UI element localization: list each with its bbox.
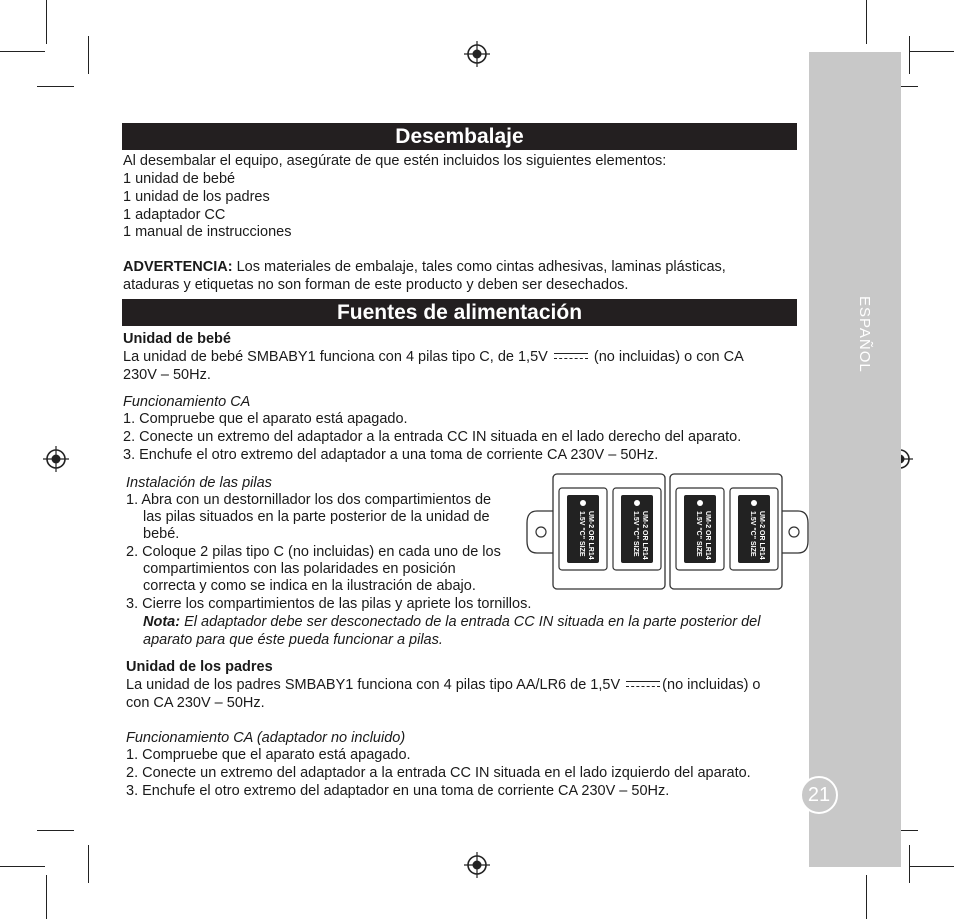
- section-title-power: Fuentes de alimentación: [122, 299, 797, 326]
- crop-mark: [88, 845, 89, 883]
- baby-unit-text-a: La unidad de bebé SMBABY1 funciona con 4 pilas tipo C, de 1,5V: [123, 349, 548, 365]
- parent-ac-heading: Funcionamiento CA (adaptador no incluido): [126, 730, 406, 746]
- crop-mark: [866, 0, 867, 44]
- battery-heading: Instalación de las pilas: [126, 475, 272, 491]
- crop-mark: [37, 86, 74, 87]
- list-item: 3. Enchufe el otro extremo del adaptador a una toma de corriente CA 230V – 50Hz.: [123, 447, 659, 463]
- parent-unit-text-a: La unidad de los padres SMBABY1 funciona con 4 pilas tipo AA/LR6 de 1,5V: [126, 677, 621, 693]
- baby-unit-text-2: 230V – 50Hz.: [123, 367, 211, 383]
- crop-mark: [866, 875, 867, 919]
- list-item: compartimientos con las polaridades en posición: [143, 561, 456, 577]
- baby-ac-heading: Funcionamiento CA: [123, 394, 251, 410]
- list-item: 1 unidad de bebé: [123, 171, 236, 187]
- language-label: ESPAÑOL: [856, 296, 873, 373]
- crop-mark: [37, 830, 74, 831]
- crop-mark: [909, 36, 910, 74]
- crop-mark: [909, 845, 910, 883]
- battery-compartment-illustration: [525, 471, 810, 592]
- crop-mark: [910, 51, 954, 52]
- battery-label: 1.5V "C" SIZE: [695, 511, 702, 557]
- battery-label: 1.5V "C" SIZE: [632, 511, 639, 557]
- list-item: 1 manual de instrucciones: [123, 224, 292, 240]
- language-sidebar: [809, 52, 901, 867]
- list-item: bebé.: [143, 526, 180, 542]
- list-item: 2. Conecte un extremo del adaptador a la entrada CC IN situada en el lado izquierdo del aparato.: [126, 765, 751, 781]
- battery-label: UM-2 OR LR14: [641, 511, 648, 560]
- page-number: 21: [800, 776, 838, 814]
- list-item: 1. Compruebe que el aparato está apagado.: [126, 747, 411, 763]
- list-item: 2. Conecte un extremo del adaptador a la entrada CC IN situada en el lado derecho del aparato.: [123, 429, 742, 445]
- battery-label: UM-2 OR LR14: [587, 511, 594, 560]
- baby-unit-text-b: (no incluidas) o con CA: [593, 349, 744, 365]
- list-item: las pilas situados en la parte posterior de la unidad de: [143, 509, 490, 525]
- list-item: 1 unidad de los padres: [123, 189, 270, 205]
- note-label: Nota:: [143, 614, 181, 630]
- list-item: correcta y como se indica en la ilustración de abajo.: [143, 578, 476, 594]
- crop-mark: [46, 875, 47, 919]
- dc-symbol-icon: [554, 353, 588, 362]
- warning-text: Los materiales de embalaje, tales como cintas adhesivas, laminas plásticas,: [232, 259, 726, 275]
- baby-unit-heading: Unidad de bebé: [123, 331, 231, 347]
- list-item: 1. Abra con un destornillador los dos compartimientos de: [126, 492, 492, 508]
- unpacking-intro: Al desembalar el equipo, asegúrate de que estén incluidos los siguientes elementos:: [123, 153, 667, 169]
- warning-line: [123, 258, 726, 276]
- list-item: 3. Cierre los compartimientos de las pilas y apriete los tornillos.: [126, 596, 532, 612]
- list-item: 3. Enchufe el otro extremo del adaptador en una toma de corriente CA 230V – 50Hz.: [126, 783, 670, 799]
- list-item: 1. Compruebe que el aparato está apagado.: [123, 411, 408, 427]
- parent-unit-text-b: (no incluidas) o: [662, 677, 761, 693]
- registration-mark-icon: [464, 41, 490, 67]
- battery-label: 1.5V "C" SIZE: [749, 511, 756, 557]
- battery-label: 1.5V "C" SIZE: [578, 511, 585, 557]
- parent-unit-heading: Unidad de los padres: [126, 659, 273, 675]
- list-item: 1 adaptador CC: [123, 207, 226, 223]
- parent-unit-text: [126, 676, 761, 694]
- registration-mark-icon: [464, 852, 490, 878]
- crop-mark: [46, 0, 47, 44]
- warning-label: ADVERTENCIA:: [123, 259, 233, 275]
- section-title-unpacking: Desembalaje: [122, 123, 797, 150]
- crop-mark: [88, 36, 89, 74]
- note-text: El adaptador debe ser desconectado de la entrada CC IN situada en la parte posterior del: [180, 614, 761, 630]
- battery-label: UM-2 OR LR14: [704, 511, 711, 560]
- baby-unit-text: [123, 348, 744, 366]
- battery-label: UM-2 OR LR14: [758, 511, 765, 560]
- parent-unit-text-2: con CA 230V – 50Hz.: [126, 695, 265, 711]
- crop-mark: [0, 866, 45, 867]
- crop-mark: [0, 51, 45, 52]
- note-line: [143, 613, 760, 631]
- note-line-2: aparato para que éste pueda funcionar a pilas.: [143, 632, 443, 648]
- registration-mark-icon: [43, 446, 69, 472]
- dc-symbol-icon: [626, 681, 660, 690]
- crop-mark: [910, 866, 954, 867]
- list-item: 2. Coloque 2 pilas tipo C (no incluidas) en cada uno de los: [126, 544, 501, 560]
- warning-line-2: ataduras y etiquetas no son forman de este producto y deben ser desechados.: [123, 277, 629, 293]
